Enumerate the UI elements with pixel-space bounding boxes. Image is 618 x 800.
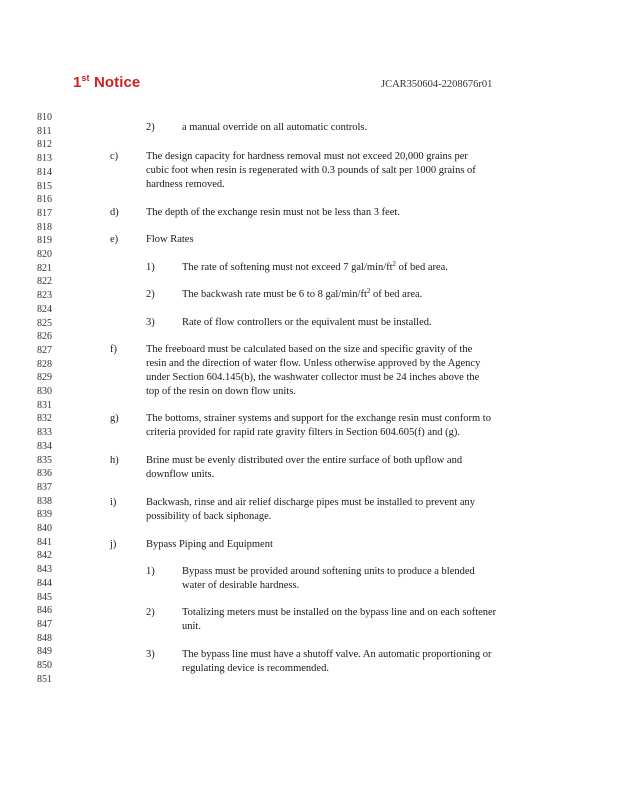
line-number: 835: [37, 454, 52, 466]
paragraph-line: Brine must be evenly distributed over the entire surface of both upflow and: [146, 455, 463, 466]
line-number: 811: [37, 125, 52, 137]
item-label: 1): [146, 566, 155, 577]
line-number: 850: [37, 660, 52, 671]
line-number: 814: [37, 166, 52, 178]
line-number: 819: [37, 235, 52, 247]
paragraph-line: resin and the direction of water flow. Unless otherwise approved by the Agency: [146, 358, 481, 369]
line-number: 829: [37, 372, 52, 384]
paragraph-line: The design capacity for hardness removal must not exceed 20,000 grains per: [146, 151, 468, 162]
line-number: 849: [37, 646, 52, 658]
line-number: 839: [37, 509, 52, 521]
item-label: 2): [146, 122, 155, 133]
paragraph-line: The freeboard must be calculated based on the size and specific gravity of the: [146, 344, 473, 355]
line-number: 810: [37, 112, 52, 123]
paragraph-line: Bypass must be provided around softening units to produce a blended: [182, 566, 475, 577]
paragraph-line: possibility of back siphonage.: [146, 511, 272, 522]
line-number: 834: [37, 440, 52, 452]
line-number: 813: [37, 153, 52, 165]
line-number: 843: [37, 564, 52, 576]
paragraph-line: hardness removed.: [146, 179, 225, 190]
line-number: 825: [37, 317, 52, 329]
line-number: 844: [37, 577, 52, 589]
paragraph-line: The rate of softening must not exceed 7 gal/$\min/ft^2$ of bed area.: [182, 260, 448, 273]
paragraph-line: regulating device is recommended.: [182, 663, 329, 674]
line-number: 836: [37, 468, 52, 480]
line-number: 822: [37, 276, 52, 288]
item-label: e): [110, 234, 119, 245]
paragraph-line: The bottoms, strainer systems and support for the exchange resin must conform to: [146, 413, 491, 424]
line-number: 824: [37, 303, 52, 315]
line-number: 815: [37, 180, 52, 192]
line-number: 842: [37, 550, 52, 562]
paragraph-line: Backwash, rinse and air relief discharge pipes must be installed to prevent any: [146, 497, 475, 508]
notice-heading: [73, 73, 140, 91]
paragraph-line: cubic foot when resin is regenerated with 0.3 pounds of salt per 1000 grains of: [146, 165, 476, 176]
paragraph-line: Totalizing meters must be installed on the bypass line and on each softener: [182, 607, 497, 618]
item-label: 2): [146, 607, 155, 618]
paragraph-line: criteria provided for rapid rate gravity filters in Section 604.605(f) and (g).: [146, 427, 461, 438]
item-label: 3): [146, 649, 155, 660]
paragraph-line: The depth of the exchange resin must not be less than 3 feet.: [146, 207, 400, 218]
paragraph-line: downflow units.: [146, 469, 215, 480]
line-number: 828: [37, 358, 52, 370]
line-number: 847: [37, 618, 52, 630]
document-id: JCAR350604-2208676r01: [381, 79, 493, 90]
item-label: c): [110, 151, 119, 162]
item-label: j): [110, 539, 117, 550]
line-number: 833: [37, 427, 52, 439]
paragraph-line: under Section 604.145(b), the washwater collector must be 24 inches above the: [146, 372, 480, 383]
line-number: 812: [37, 139, 52, 151]
paragraph-line: The backwash rate must be 6 to 8 gal/$\min/ft^2$ of bed area.: [182, 287, 423, 300]
item-label: 1): [146, 262, 155, 273]
item-label: d): [110, 207, 119, 218]
line-number: 838: [37, 495, 52, 507]
line-number: 851: [37, 673, 52, 685]
line-number: 817: [37, 207, 52, 219]
line-number: 826: [37, 331, 52, 343]
line-number: 821: [37, 262, 52, 274]
notice-number: 1: [73, 74, 82, 91]
paragraph-line: The bypass line must have a shutoff valve. An automatic proportioning or: [182, 649, 492, 660]
line-number: 832: [37, 413, 52, 425]
paragraph-line: a manual override on all automatic controls.: [182, 122, 368, 133]
paragraph-line: Rate of flow controllers or the equivalent must be installed.: [182, 317, 432, 328]
line-number: 820: [37, 249, 52, 260]
line-number: 840: [37, 523, 52, 534]
item-label: 3): [146, 317, 155, 328]
item-label: f): [110, 344, 117, 355]
line-number: 845: [37, 591, 52, 603]
line-number: 818: [37, 221, 52, 233]
line-number: 830: [37, 386, 52, 397]
notice-ordinal: st: [81, 73, 90, 83]
line-number: 846: [37, 605, 52, 617]
paragraph-line: top of the resin on down flow units.: [146, 386, 296, 397]
line-number: 848: [37, 632, 52, 644]
section-title: Flow Rates: [146, 234, 194, 245]
paragraph-line: water of desirable hardness.: [182, 580, 300, 591]
item-label: 2): [146, 289, 155, 300]
item-label: i): [110, 497, 117, 508]
line-number: 823: [37, 290, 52, 302]
notice-word: Notice: [93, 74, 141, 91]
line-number: 837: [37, 481, 52, 493]
item-label: h): [110, 455, 119, 466]
line-number: 827: [37, 344, 52, 356]
line-number: 841: [37, 536, 52, 548]
line-number: 831: [37, 399, 52, 411]
paragraph-line: unit.: [182, 621, 201, 632]
line-number: 816: [37, 194, 52, 206]
item-label: g): [110, 413, 119, 424]
section-title: Bypass Piping and Equipment: [146, 539, 273, 550]
